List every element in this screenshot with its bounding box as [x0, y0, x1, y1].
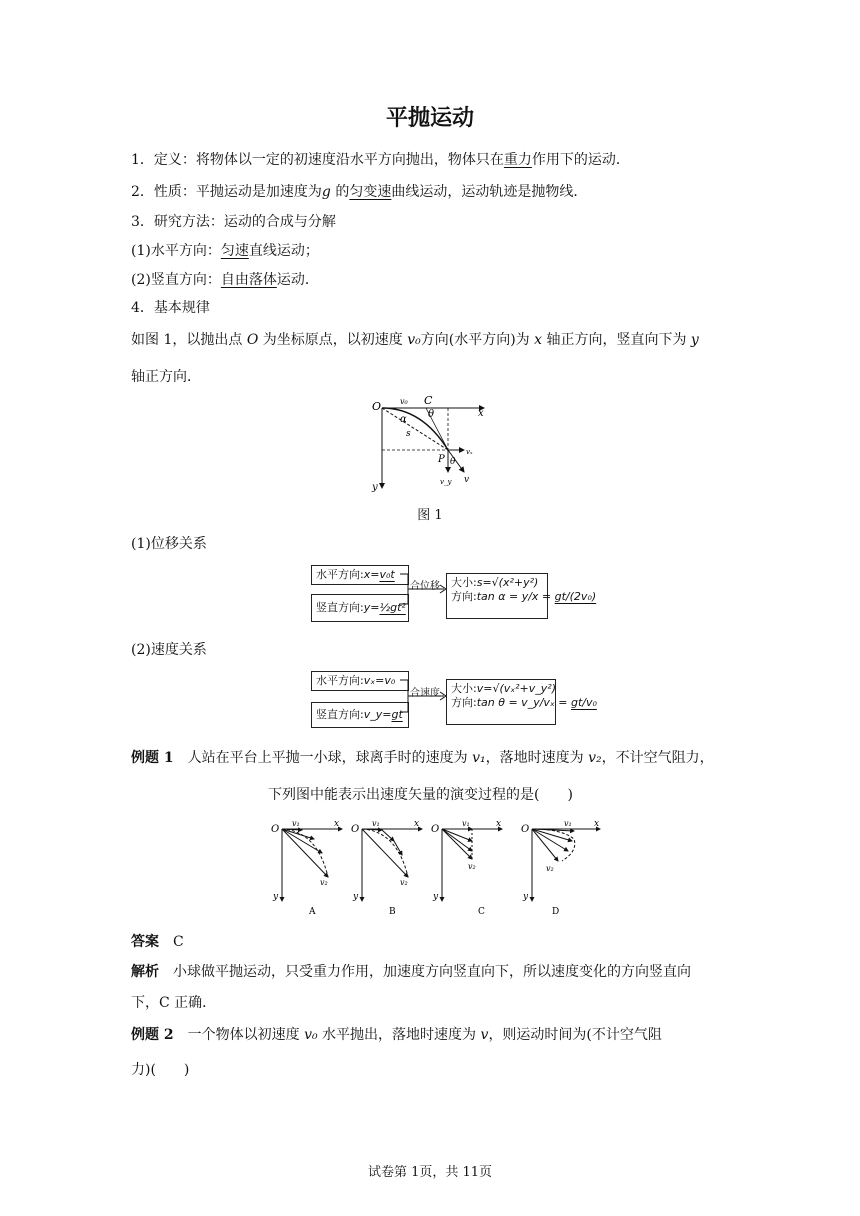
coordinate-description-cont: 轴正方向．: [131, 369, 201, 385]
vel-direction: 方向:tan θ = v_y/vₓ = gt/v₀: [451, 696, 597, 709]
analysis-line-cont: 下，C 正确．: [131, 995, 217, 1011]
disp-horizontal-box: 水平方向:x=v₀t: [311, 565, 409, 585]
disp-arrow-label: 合位移: [410, 581, 440, 592]
option-c-label: C: [478, 907, 485, 917]
vel-arrow-label: 合速度: [410, 688, 440, 699]
disp-result-box: [446, 573, 597, 619]
disp-direction: 方向:tan α = y/x = gt/(2v₀): [451, 590, 597, 603]
fig1-label-theta2: θ: [450, 457, 456, 467]
fig1-label-v: v: [464, 475, 470, 485]
option-b-x: x: [414, 819, 420, 829]
example-1-question: 例题 1 人站在平台上平抛一小球，球离手时的速度为 v₁，落地时速度为 v₂，不计空气阻力，: [131, 750, 714, 766]
analysis-line: 解析 小球做平抛运动，只受重力作用，加速度方向竖直向下，所以速度变化的方向竖直向: [131, 964, 691, 980]
figure-1-caption: 图 1: [417, 508, 443, 523]
disp-magnitude: 大小:s=√(x²+y²): [451, 576, 539, 589]
option-d-O: O: [521, 824, 530, 835]
option-b-label: B: [389, 907, 396, 917]
fig1-label-P: P: [438, 454, 445, 465]
answer-line: 答案 C: [131, 934, 184, 950]
option-d-diagram: [521, 819, 600, 917]
option-d-x: x: [594, 819, 600, 829]
fig1-label-O: O: [372, 400, 382, 413]
option-b-O: O: [351, 824, 360, 835]
example-1-options: [262, 815, 612, 920]
option-c-v2: v₂: [468, 862, 476, 871]
fig1-label-vy: v_y: [440, 478, 452, 486]
option-b-diagram: [351, 819, 422, 917]
vel-merge-arrow: [400, 674, 450, 724]
vel-result-box: [446, 679, 597, 725]
displacement-heading: (1)位移关系: [131, 536, 207, 552]
example-2-question-cont: 力)( ): [131, 1062, 190, 1078]
option-a-y: y: [273, 892, 279, 902]
option-b-y: y: [353, 892, 359, 902]
option-a-label: A: [309, 907, 316, 917]
figure-1-diagram: [360, 392, 500, 496]
option-b-v2: v₂: [400, 878, 408, 887]
option-a-x: x: [334, 819, 340, 829]
fig1-label-vx: vₓ: [466, 448, 473, 456]
property-line: 2．性质：平抛运动是加速度为g 的匀变速曲线运动，运动轨迹是抛物线．: [131, 184, 588, 200]
option-a-O: O: [271, 824, 280, 835]
page-title: 平抛运动: [385, 106, 474, 131]
fig1-label-x: x: [478, 408, 484, 419]
vel-vertical-box: 竖直方向:v_y=gt: [311, 702, 409, 728]
option-d-y: y: [523, 892, 529, 902]
fig1-label-theta: θ: [428, 409, 435, 420]
horizontal-motion-line: (1)水平方向：匀速直线运动；: [131, 243, 319, 259]
option-c-x: x: [496, 819, 502, 829]
option-d-v1: v₁: [564, 819, 572, 828]
basic-law-heading: 4．基本规律: [131, 300, 210, 316]
option-c-diagram: [431, 819, 502, 917]
velocity-heading: (2)速度关系: [131, 642, 207, 658]
vertical-motion-line: (2)竖直方向：自由落体运动．: [131, 272, 319, 288]
method-line: 3．研究方法：运动的合成与分解: [131, 214, 336, 230]
coordinate-description: 如图 1，以抛出点 O 为坐标原点，以初速度 v₀方向(水平方向)为 x 轴正方向，竖直向下为 y: [131, 332, 699, 348]
page-footer: 试卷第 1页，共 11页: [367, 1165, 493, 1180]
option-d-v2: v₂: [546, 864, 554, 873]
option-c-v1: v₁: [462, 819, 470, 828]
definition-line: 1．定义：将物体以一定的初速度沿水平方向抛出，物体只在重力作用下的运动．: [131, 152, 630, 168]
fig1-label-alpha: α: [400, 414, 407, 425]
fig1-label-v0: v₀: [400, 397, 408, 406]
example-1-question-cont: 下列图中能表示出速度矢量的演变过程的是( ): [268, 787, 573, 803]
option-a-v1: v₁: [292, 819, 300, 828]
disp-vertical-box: 竖直方向:y=½gt²: [311, 594, 409, 622]
disp-merge-arrow: [400, 568, 450, 618]
vel-horizontal-box: 水平方向:vₓ=v₀: [311, 671, 409, 691]
option-c-y: y: [433, 892, 439, 902]
fig1-label-C: C: [424, 394, 433, 407]
option-d-label: D: [552, 907, 560, 917]
vel-magnitude: 大小:v=√(vₓ²+v_y²): [451, 682, 556, 695]
option-c-O: O: [431, 824, 440, 835]
example-2-question: 例题 2 一个物体以初速度 v₀ 水平抛出，落地时速度为 v，则运动时间为(不计空气阻: [131, 1027, 662, 1043]
option-a-diagram: [271, 819, 342, 917]
fig1-label-y: y: [372, 482, 378, 493]
option-a-v2: v₂: [320, 878, 328, 887]
fig1-label-s: s: [406, 429, 411, 439]
option-b-v1: v₁: [372, 819, 380, 828]
